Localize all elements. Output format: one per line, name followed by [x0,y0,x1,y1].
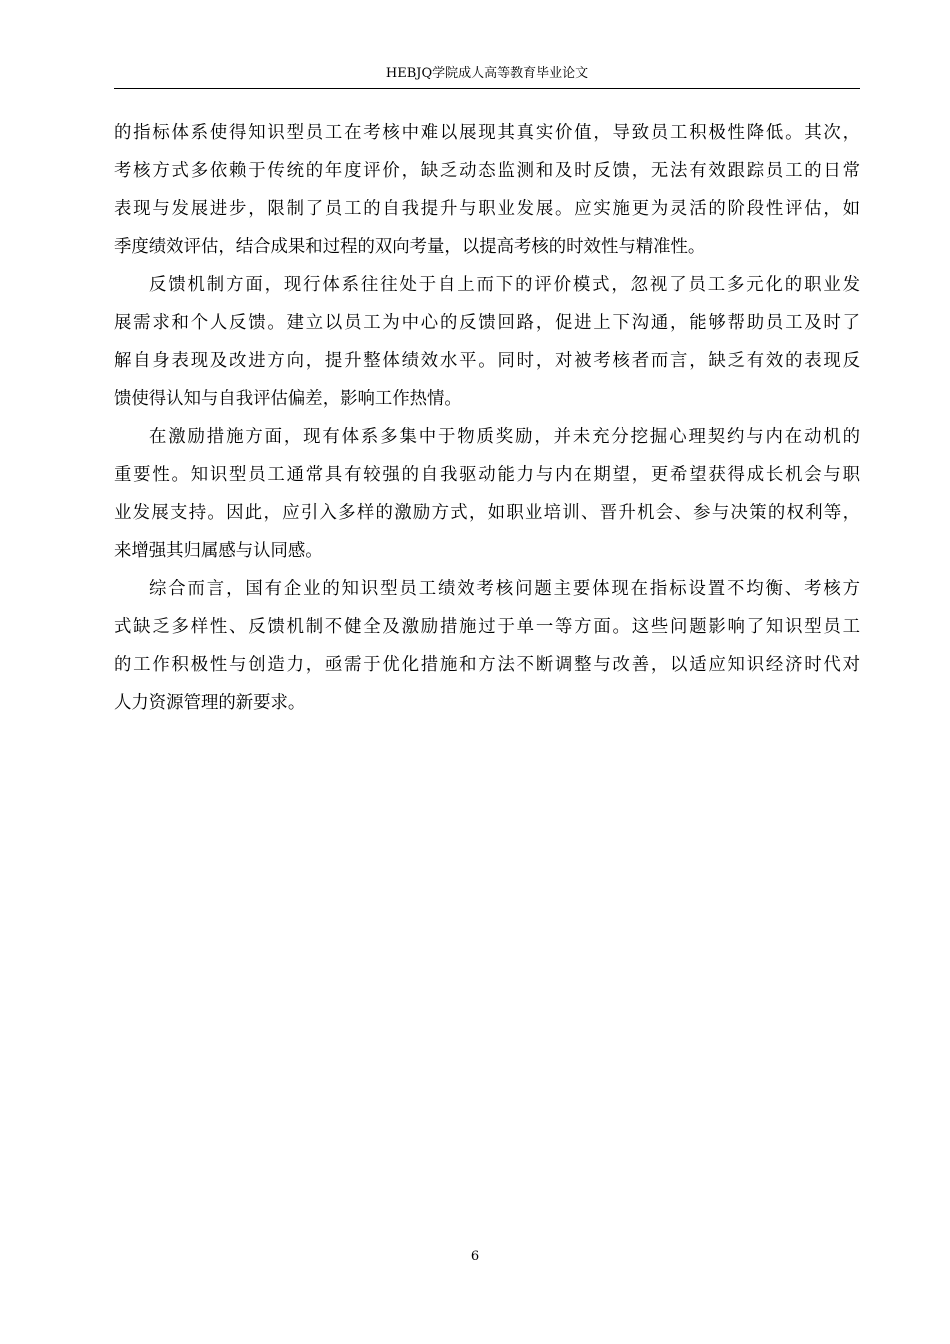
page-number: 6 [470,1249,480,1264]
text-line: 人力资源管理的新要求。 [114,693,306,713]
text-line: 考核方式多依赖于传统的年度评价，缺乏动态监测和及时反馈，无法有效跟踪员工的日常 [114,161,860,181]
text-line: 的指标体系使得知识型员工在考核中难以展现其真实价值，导致员工积极性降低。其次， [114,123,860,143]
text-line: 馈使得认知与自我评估偏差，影响工作热情。 [114,389,462,409]
header-title: HEBJQ学院成人高等教育毕业论文 [385,66,589,81]
page-header [114,64,860,89]
text-line: 反馈机制方面，现行体系往往处于自上而下的评价模式，忽视了员工多元化的职业发 [149,275,860,295]
text-line: 季度绩效评估，结合成果和过程的双向考量，以提高考核的时效性与精准性。 [114,237,706,257]
text-line: 解自身表现及改进方向，提升整体绩效水平。同时，对被考核者而言，缺乏有效的表现反 [114,351,860,371]
paragraph-incentive [114,418,860,570]
text-line: 来增强其归属感与认同感。 [114,541,323,561]
text-line: 业发展支持。因此，应引入多样的激励方式，如职业培训、晋升机会、参与决策的权利等， [114,503,860,523]
paragraph-feedback [114,266,860,418]
text-line: 综合而言，国有企业的知识型员工绩效考核问题主要体现在指标设置不均衡、考核方 [149,579,860,599]
text-line: 在激励措施方面，现有体系多集中于物质奖励，并未充分挖掘心理契约与内在动机的 [149,427,860,447]
paragraph-continuation [114,114,860,266]
text-line: 的工作积极性与创造力，亟需于优化措施和方法不断调整与改善，以适应知识经济时代对 [114,655,860,675]
body-text [114,114,860,722]
text-line: 表现与发展进步，限制了员工的自我提升与职业发展。应实施更为灵活的阶段性评估，如 [114,199,860,219]
paragraph-summary [114,570,860,722]
text-line: 式缺乏多样性、反馈机制不健全及激励措施过于单一等方面。这些问题影响了知识型员工 [114,617,860,637]
text-line: 展需求和个人反馈。建立以员工为中心的反馈回路，促进上下沟通，能够帮助员工及时了 [114,313,860,333]
text-line: 重要性。知识型员工通常具有较强的自我驱动能力与内在期望，更希望获得成长机会与职 [114,465,860,485]
